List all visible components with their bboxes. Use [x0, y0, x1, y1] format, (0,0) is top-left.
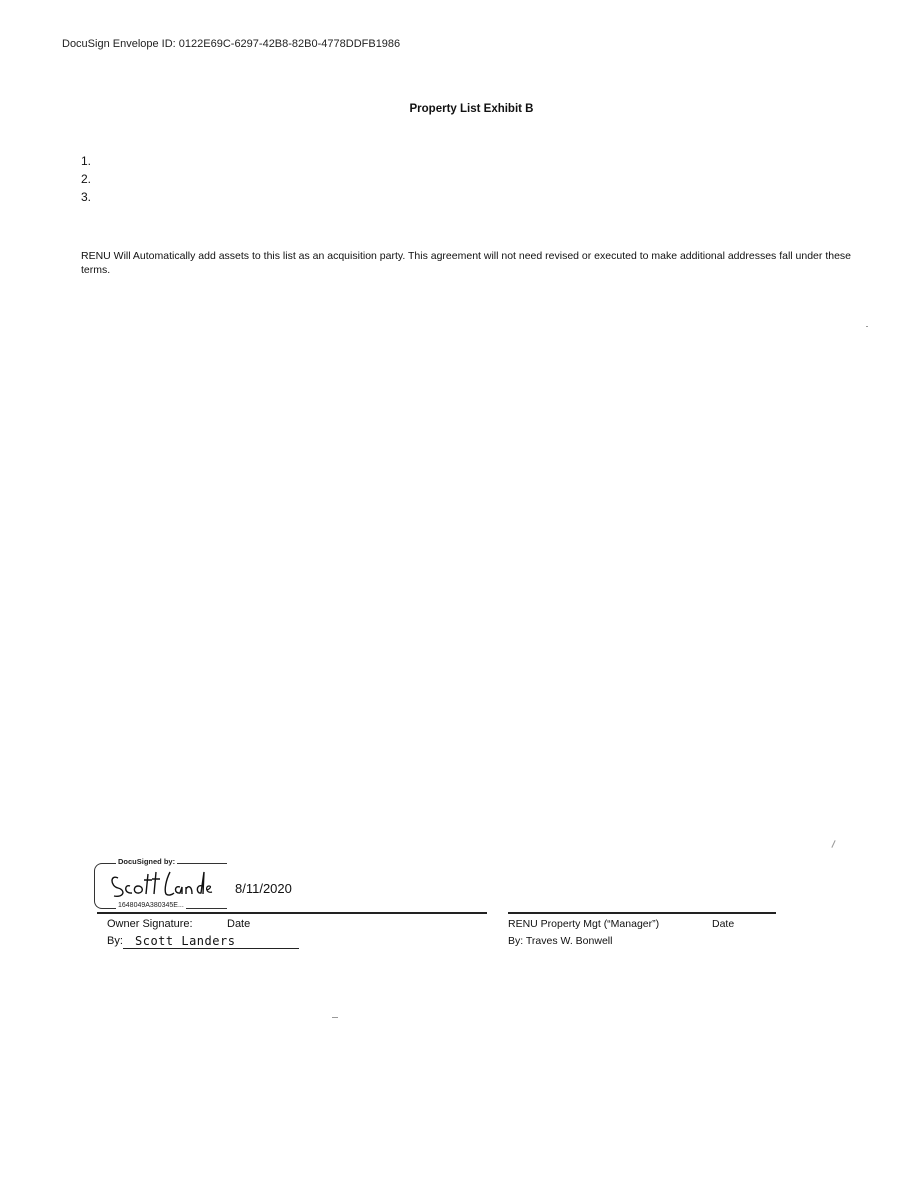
list-item: 2.: [81, 172, 92, 186]
signed-date: 8/11/2020: [235, 881, 292, 896]
envelope-id: DocuSign Envelope ID: 0122E69C-6297-42B8-82B0-4778DDFB1986: [62, 38, 401, 50]
manager-signature-line: [508, 912, 776, 914]
docusign-id: 1648049A380345E...: [118, 902, 184, 909]
manager-signature-label: RENU Property Mgt (“Manager”): [508, 918, 660, 930]
owner-signature-label: Owner Signature:: [107, 918, 193, 930]
owner-signature-line: [97, 912, 487, 914]
manager-by-text: By: Traves W. Bonwell: [508, 935, 613, 947]
owner-date-label: Date: [227, 918, 251, 930]
scan-speck: [831, 840, 835, 848]
list-item: 3.: [81, 190, 92, 204]
list-item: 1.: [81, 154, 92, 168]
handwritten-signature: [106, 866, 216, 902]
scan-speck: [332, 1017, 338, 1018]
docusign-header: DocuSigned by:: [118, 857, 176, 866]
page-title: Property List Exhibit B: [409, 103, 534, 115]
terms-paragraph: RENU Will Automatically add assets to this list as an acquisition party. This agreement will not need revised or executed to make additional addresses fall under these terms.: [81, 250, 852, 276]
manager-date-label: Date: [712, 918, 735, 930]
property-list: [81, 152, 91, 206]
owner-by-label: By:: [107, 935, 123, 947]
owner-by-name: Scott Landers: [123, 934, 299, 949]
scan-speck: [866, 326, 868, 327]
